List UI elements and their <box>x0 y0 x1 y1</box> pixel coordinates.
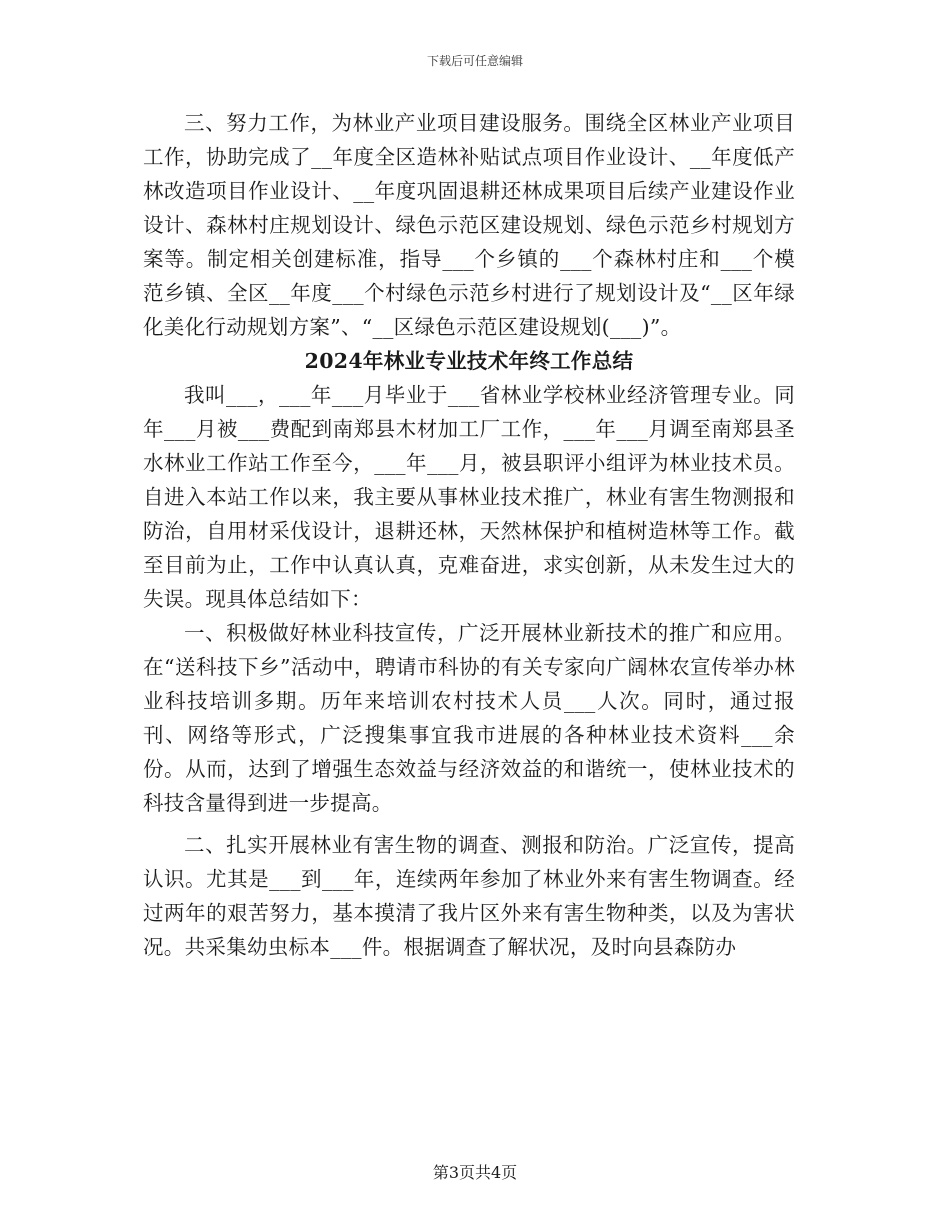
paragraph-project-service: 三、努力工作，为林业产业项目建设服务。围绕全区林业产业项目工作，协助完成了__年度全区造林补贴试点项目作业设计、__年度低产林改造项目作业设计、__年度巩固退耕还林成果项目后续产业建设作业设计、森林村庄规划设计、绿色示范区建设规划、绿色示范乡村规划方案等。制定相关创建标准，指导___个乡镇的___个森林村庄和___个模范乡镇、全区__年度___个村绿色示范乡村进行了规划设计及“__区年绿化美化行动规划方案”、“__区绿色示范区建设规划(___)”。 <box>143 111 795 339</box>
page-footer: 第3页共4页 <box>432 1163 518 1182</box>
paragraph-tech-promotion: 一、积极做好林业科技宣传，广泛开展林业新技术的推广和应用。在“送科技下乡”活动中，聘请市科协的有关专家向广阔林农宣传举办林业科技培训多期。历年来培训农村技术人员___人次。同时，通过报刊、网络等形式，广泛搜集事宜我市进展的各种林业技术资料___余份。从而，达到了增强生态效益与经济效益的和谐统一，使林业技术的科技含量得到进一步提高。 <box>143 621 795 815</box>
document-body <box>143 106 795 964</box>
page-header: 下载后可任意编辑 <box>426 54 523 68</box>
paragraph-intro: 我叫___，___年___月毕业于___省林业学校林业经济管理专业。同年___月被___费配到南郑县木材加工厂工作，___年___月调至南郑县圣水林业工作站工作至今，___年___月，被县职评小组评为林业技术员。自进入本站工作以来，我主要从事林业技术推广，林业有害生物测报和防治，自用材采伐设计，退耕还林，天然林保护和植树造林等工作。截至目前为止，工作中认真认真，克难奋进，求实创新，从未发生过大的失误。现具体总结如下： <box>143 383 795 611</box>
document-title: 2024年林业专业技术年终工作总结 <box>304 349 634 373</box>
paragraph-pest-control: 二、扎实开展林业有害生物的调查、测报和防治。广泛宣传，提高认识。尤其是___到___年，连续两年参加了林业外来有害生物调查。经过两年的艰苦努力，基本摸清了我片区外来有害生物种类，以及为害状况。共采集幼虫标本___件。根据调查了解状况，及时向县森防办 <box>143 833 795 959</box>
